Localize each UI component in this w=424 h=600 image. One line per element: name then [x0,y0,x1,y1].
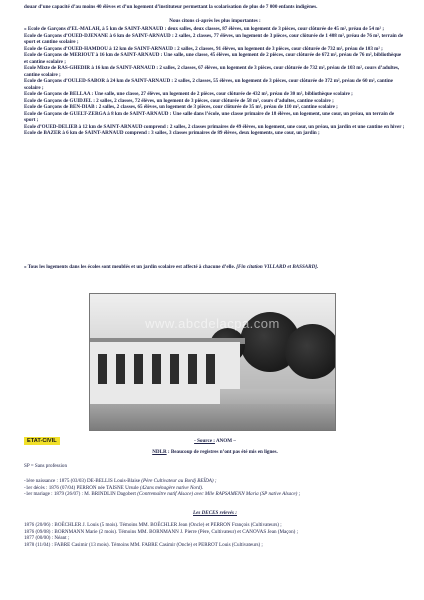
school-item: Ecole de Garçons de GUIDJEL : 2 salles, 2 classes, 72 élèves, un logement de 3 pièces, cour clôturée de 58 m², cours d’adultes, cantine scolaire ; [24,97,334,104]
closing-quote: « Tous les logements dans les écoles sont meublés et un jardin scolaire est affecté à chacune d’elle. [24,264,235,270]
ndlr-label: NDLR [152,449,167,455]
school-item: Ecole de BAZER à 6 km de SAINT-ARNAUD comprend : 3 salles, 3 classes primaires de 89 élèves, deux logements, une cour, un jardin ; [24,130,320,136]
deces-heading: Les DECES relevés : [193,510,237,516]
event-first-birth: -1ère naissance : 1875 (03/03) DE-BELLIS Louis-Blaise (Père Cultivateur au Bordj BEÏDA) ; [24,478,217,484]
school-item: Ecole de Garçons de MERIOUT à 16 km de SAINT-ARNAUD : Une salle, une classe, 45 élèves, un logement de 2 pièces, cour clôturée de 672 m², préau de 76 m², bibliothèque et cantine scolaire ; [24,52,402,65]
school-item: Ecole de Garçons de BELLAA : Une salle, une classe, 27 élèves, un logement de 2 pièces, cour clôturée de 432 m², préau de 30 m², bibliothèque scolaire ; [24,91,353,97]
ndlr-text: : Beaucoup de registres n’ont pas été mis en lignes. [167,449,278,455]
photo-watermark: www.abcdelacpa.com [145,316,280,331]
deces-item: 1876 (09/08) : BORNMANN Marie (2 mois). Témoins MM. BORNMANN J. Pierre (Père, Cultivateur) et CANOVAS Jean (Maçon) ; [24,528,298,535]
school-item: Ecole Mixte de RAS-GHEDIR à 16 km de SAINT-ARNAUD : 2 salles, 2 classes, 67 élèves, un logement de 3 pièces, cour clôturée de 732 m², préau de 103 m², cours d’adultes, cantine scolaire ; [24,65,400,78]
school-item: Ecole d’OUED-DELIEB à 12 km de SAINT-ARNAUD comprend : 2 salles, 2 classes primaires de 49 élèves, un logement, une cour, un préau, un jardin et une cantine en hiver ; [24,123,405,130]
source-prefix: - Source : [194,438,215,444]
school-item: Ecole de Garçons de BEN-DIAB : 2 salles, 2 classes, 65 élèves, un logement de 3 pièces, cour clôturée de 35 m², préau de 110 m², cantine scolaire ; [24,104,338,110]
deces-item: 1878 (11/04) : FABRE Casimir (13 mois). Témoins MM. FABRE Casimir (Oncle) et PERROT Louis (Cultivateurs) ; [24,541,263,548]
deces-item: 1876 (20/06) : BOËCHLER J. Louis (5 mois). Témoins MM. BOËCHLER Jean (Oncle) et PERRON François (Cultivateurs) ; [24,522,282,528]
school-photo [89,293,336,431]
schools-heading: Nous citons ci-après les plus importantes : [169,18,261,24]
ndlr-line [24,449,406,456]
event-first-death: -1er décès : 1876 (07/04) PERRON née TAISNE Ursule (42ans ménagère native Nord). [24,484,204,491]
events-list [24,478,406,498]
source-value: ANOM – [215,438,236,444]
closing-citation: [Fin citation VILLARD et BASSARD]. [236,264,319,270]
closing-paragraph [24,264,406,271]
school-item: Ecole de Garçons d’OULED-SABOR à 24 km de SAINT-ARNAUD : 2 salles, 2 classes, 55 élèves, un logement de 3 pièces, cour clôturée de 372 m², préau de 60 m², cantine scolaire ; [24,78,393,91]
deces-list [24,522,406,548]
school-item: Ecole de Garçons d’OUED-HAMDOU à 12 km de SAINT-ARNAUD : 2 salles, 2 classes, 91 élèves, un logement de 3 pièces, cour clôturée de 732 m², préau de 103 m² ; [24,45,383,52]
sp-note: SP = Sans profession [24,463,68,469]
school-item: « Ecole de Garçons d’EL-MALAH, à 5 km de SAINT-ARNAUD : deux salles, deux classes, 87 élèves, un logement de 3 pièces, cour clôturée de 45 m², préau de 54 m² ; [24,26,385,32]
deces-item: 1877 (00/00) : Néant ; [24,535,70,541]
school-item: Ecole de Garçons de GUELT-ZERGA à 8 km de SAINT-ARNAUD : Une salle dans l’école, une classe primaire de 18 élèves, un logement, une cour, un préau, un terrain de sport ; [24,110,395,123]
etat-civil-label: ETAT-CIVIL [24,437,60,445]
intro-paragraph: douar d’une capacité d’au moins 40 élèves et d’un logement d’instituteur permettant la scolarisation de plus de 7 000 enfants indigènes. [24,4,318,10]
schools-list [24,26,406,137]
source-line [24,438,406,445]
school-item: Ecole de Garçons d’OUED-DJENANE à 6 km de SAINT-ARNAUD : 2 salles, 2 classes, 77 élèves, un logement de 3 pièces, cour clôturée de 1 408 m², préau de 76 m², terrain de sport et cantine scolaire ; [24,32,404,45]
event-first-marriage: -1er mariage : 1879 (26/07) : M. BRINDLIN Dagobert (Contremaître natif Alsace) avec Mlle RAPSAMENN Maria (SP native Alsace) ; [24,491,301,497]
